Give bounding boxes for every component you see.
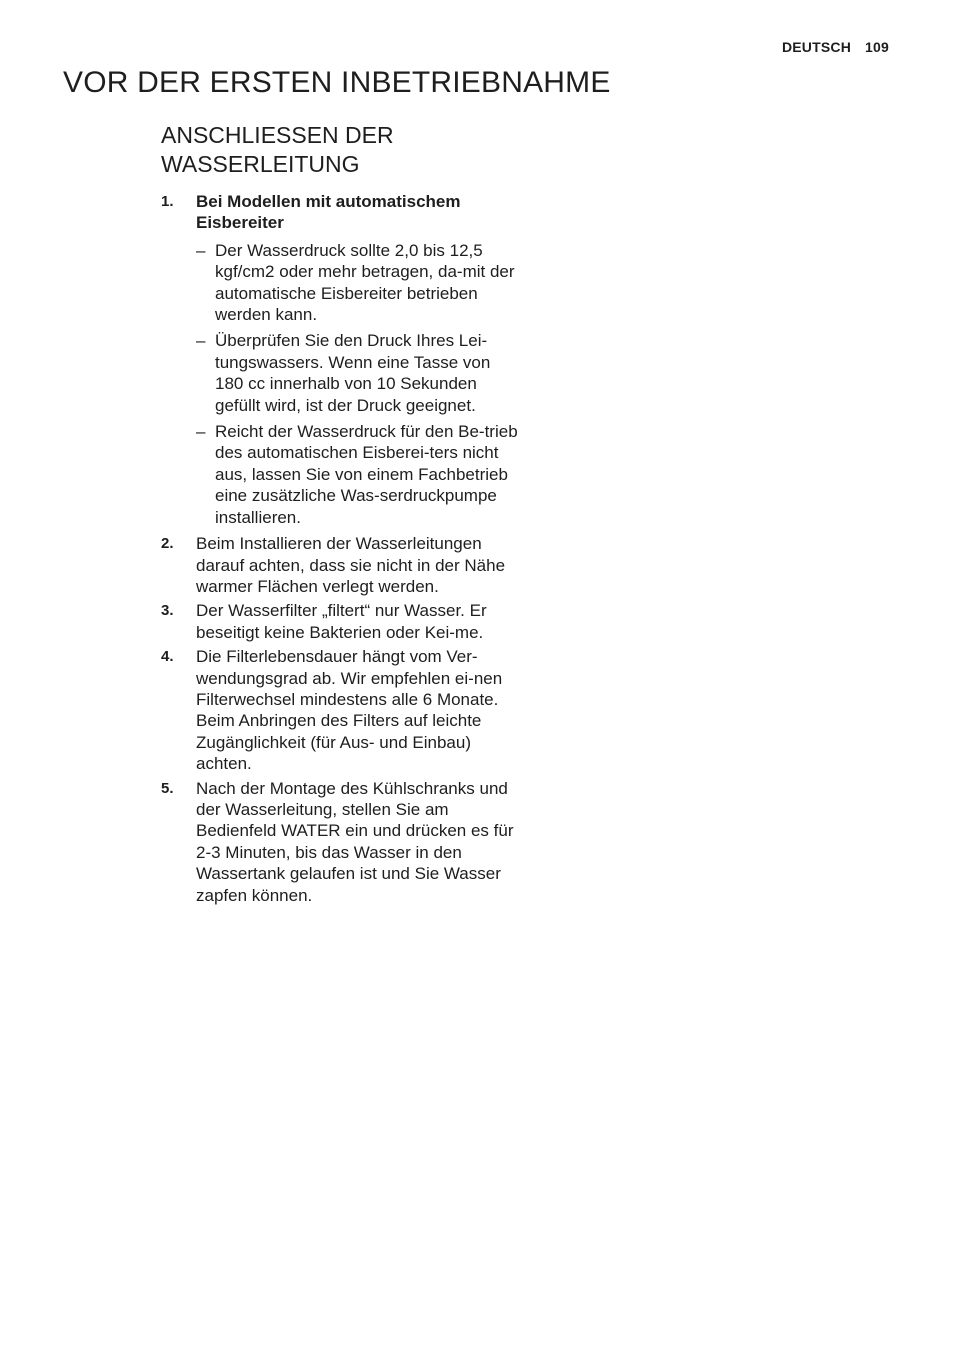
step-text: Die Filterlebensdauer hängt vom Ver-wendungsgrad ab. Wir empfehlen ei-nen Filterwechsel mindestens alle 6 Monate. Beim Anbringen des Filters auf leichte Zugänglichkeit (für Aus- und Einbau) achten.	[196, 647, 503, 774]
sub-item-text: Reicht der Wasserdruck für den Be-trieb des automatischen Eisberei-ters nicht aus, lassen Sie von einem Fachbetrieb eine zusätzliche Was-serdruckpumpe installieren.	[215, 422, 518, 527]
page-title: VOR DER ERSTEN INBETRIEBNAHME	[63, 66, 611, 99]
step-text: Nach der Montage des Kühlschranks und der Wasserleitung, stellen Sie am Bedienfeld WATER ein und drücken es für 2-3 Minuten, bis das Wasser in den Wassertank gelaufen ist und Sie Wasser zapfen können.	[196, 778, 514, 905]
dash-bullet: –	[196, 240, 206, 260]
running-header	[782, 39, 889, 55]
sub-item	[196, 421, 521, 528]
step-text: Beim Installieren der Wasserleitungen darauf achten, dass sie nicht in der Nähe warmer Flächen verlegt werden.	[196, 534, 506, 596]
sub-item	[196, 240, 521, 326]
header-language: DEUTSCH	[781, 39, 852, 55]
step-text: Bei Modellen mit automatischem Eisbereiter	[196, 192, 461, 233]
step-number: 3.	[161, 602, 174, 620]
list-item	[161, 646, 521, 774]
step-number: 1.	[161, 193, 174, 210]
sub-item-text: Überprüfen Sie den Druck Ihres Lei-tungswassers. Wenn eine Tasse von 180 cc innerhalb von 10 Sekunden gefüllt wird, ist der Druck geeignet.	[215, 331, 491, 415]
page-number: 109	[865, 39, 889, 55]
list-item	[161, 778, 521, 906]
instruction-list	[161, 191, 521, 906]
section-content	[161, 121, 521, 909]
dash-bullet: –	[196, 422, 206, 442]
list-item	[161, 533, 521, 597]
step-number: 2.	[161, 535, 174, 553]
list-item	[161, 191, 521, 528]
sub-item	[196, 330, 521, 416]
section-title	[161, 121, 461, 179]
step-number: 4.	[161, 648, 174, 666]
step-number: 5.	[161, 779, 174, 797]
sub-list	[196, 240, 521, 528]
step-text: Der Wasserfilter „filtert“ nur Wasser. Er beseitigt keine Bakterien oder Kei-me.	[196, 601, 487, 642]
list-item	[161, 600, 521, 643]
dash-bullet: –	[196, 331, 206, 351]
section-title-line1: ANSCHLIESSEN DER	[161, 122, 394, 148]
sub-item-text: Der Wasserdruck sollte 2,0 bis 12,5 kgf/cm2 oder mehr betragen, da-mit der automatische Eisbereiter betrieben werden kann.	[215, 240, 515, 325]
section-title-line2: WASSERLEITUNG	[161, 151, 360, 177]
